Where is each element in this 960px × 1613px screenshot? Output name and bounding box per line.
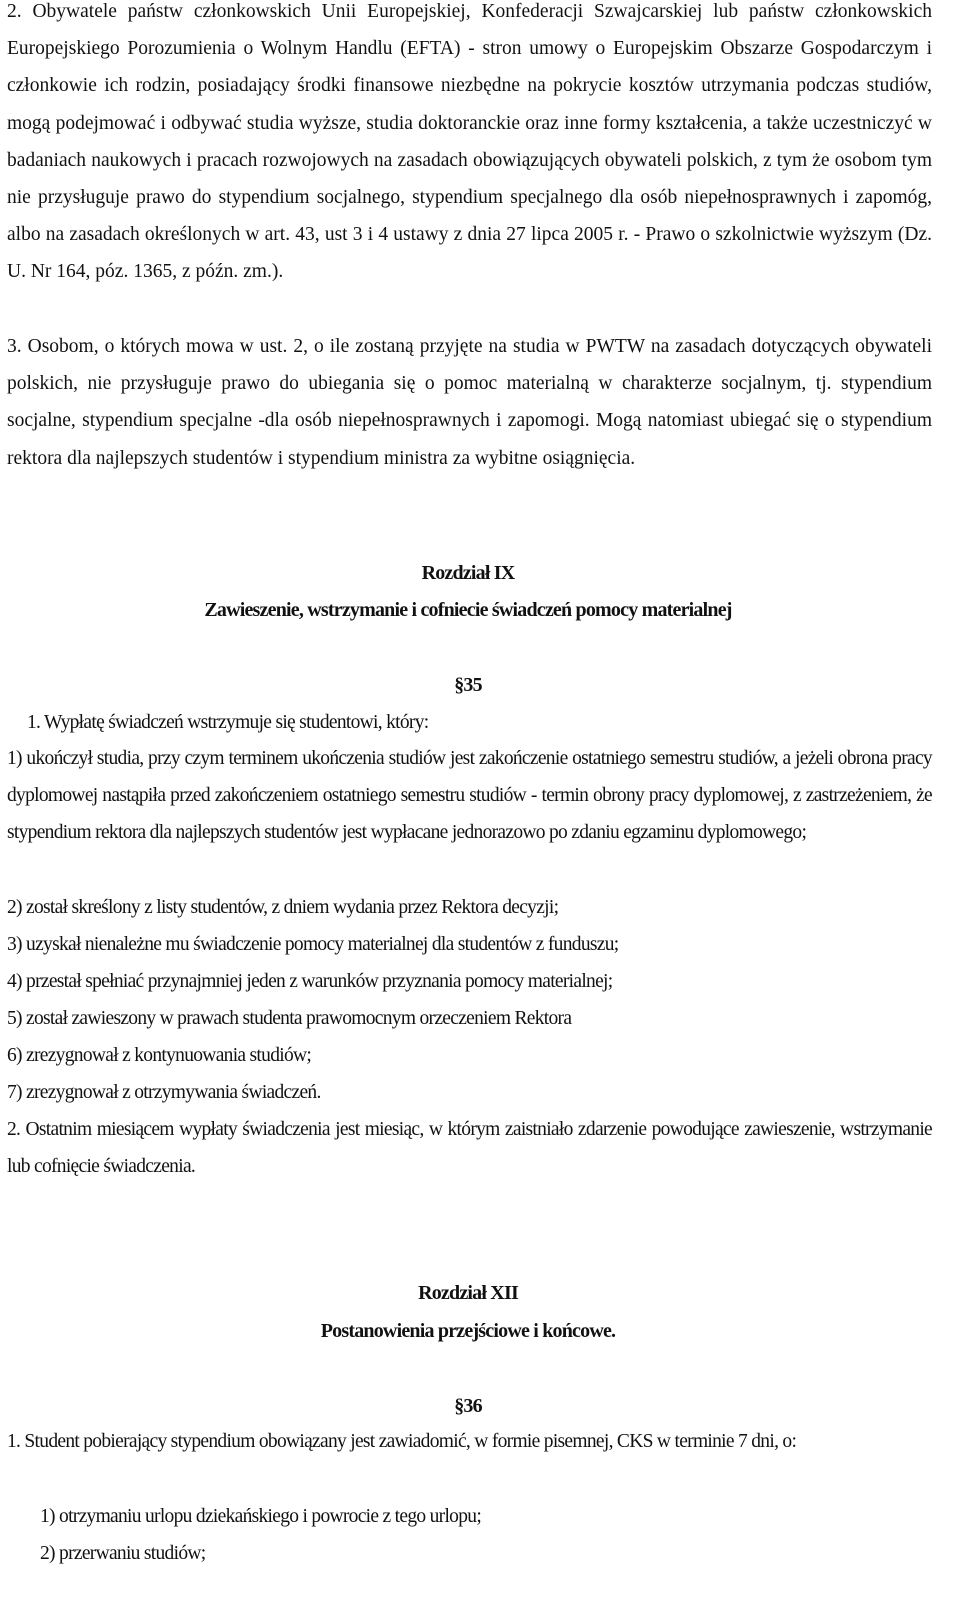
section-35-list-item-1: 1) ukończył studia, przy czym terminem ukończenia studiów jest zakończenie ostatniego semestru studiów, a jeżeli obrona pracy dyplomowej nastąpiła przed zakończeniem ostatniego semestru studiów - termin obrony pracy dyplomowej, z zastrzeżeniem, że stypendium rektora dla najlepszych studentów jest wypłacane jednorazowo po zdaniu egzaminu dyplomowego; [7, 748, 932, 844]
section-35-number: §35 [454, 674, 482, 696]
chapter-ix-heading: Rozdział IX [421, 562, 515, 584]
chapter-ix-title: Zawieszenie, wstrzymanie i cofniecie świadczeń pomocy materialnej [204, 599, 732, 621]
section-35-item-1-intro: 1. Wypłatę świadczeń wstrzymuje się studentowi, który: [27, 712, 429, 733]
paragraph-ust-3: 3. Osobom, o których mowa w ust. 2, o ile zostaną przyjęte na studia w PWTW na zasadach dotyczących obywateli polskich, nie przysługuje prawo do ubiegania się o pomoc materialną w charakterze socjalnym, tj. stypendium socjalne, stypendium specjalne -dla osób niepełnosprawnych i zapomogi. Mogą natomiast ubiegać się o stypendium rektora dla najlepszych studentów i stypendium ministra za wybitne osiągnięcia. [7, 336, 932, 469]
section-36-item-1-intro: 1. Student pobierający stypendium obowiązany jest zawiadomić, w formie pisemnej, CKS w terminie 7 dni, o: [7, 1431, 797, 1452]
section-35-list-item-4: 4) przestał spełniać przynajmniej jeden z warunków przyznania pomocy materialnej; [7, 971, 613, 992]
section-36-number: §36 [454, 1395, 482, 1417]
section-36-list-item-1: 1) otrzymaniu urlopu dziekańskiego i powrocie z tego urlopu; [40, 1506, 482, 1527]
chapter-xii-heading: Rozdział XII [418, 1282, 518, 1304]
section-35-list-item-5: 5) został zawieszony w prawach studenta prawomocnym orzeczeniem Rektora [7, 1008, 572, 1029]
section-35-list-item-3: 3) uzyskał nienależne mu świadczenie pomocy materialnej dla studentów z funduszu; [7, 934, 619, 955]
section-35-list-item-2: 2) został skreślony z listy studentów, z dniem wydania przez Rektora decyzji; [7, 897, 559, 918]
section-36-list-item-2: 2) przerwaniu studiów; [40, 1543, 206, 1564]
paragraph-ust-2: 2. Obywatele państw członkowskich Unii Europejskiej, Konfederacji Szwajcarskiej lub państw członkowskich Europejskiego Porozumienia o Wolnym Handlu (EFTA) - stron umowy o Europejskim Obszarze Gospodarczym i członkowie ich rodzin, posiadający środki finansowe niezbędne na pokrycie kosztów utrzymania podczas studiów, mogą podejmować i odbywać studia wyższe, studia doktoranckie oraz inne formy kształcenia, a także uczestniczyć w badaniach naukowych i pracach rozwojowych na zasadach obowiązujących obywateli polskich, z tym że osobom tym nie przysługuje prawo do stypendium socjalnego, stypendium specjalnego dla osób niepełnosprawnych i zapomóg, albo na zasadach określonych w art. 43, ust 3 i 4 ustawy z dnia 27 lipca 2005 r. - Prawo o szkolnictwie wyższym (Dz. U. Nr 164, póz. 1365, z późn. zm.). [7, 1, 932, 283]
section-35-list-item-7: 7) zrezygnował z otrzymywania świadczeń. [7, 1082, 321, 1103]
section-35-list-item-6: 6) zrezygnował z kontynuowania studiów; [7, 1045, 312, 1066]
chapter-xii-title: Postanowienia przejściowe i końcowe. [320, 1320, 616, 1342]
section-35-item-2: 2. Ostatnim miesiącem wypłaty świadczenia jest miesiąc, w którym zaistniało zdarzenie powodujące zawieszenie, wstrzymanie lub cofnięcie świadczenia. [7, 1119, 932, 1178]
